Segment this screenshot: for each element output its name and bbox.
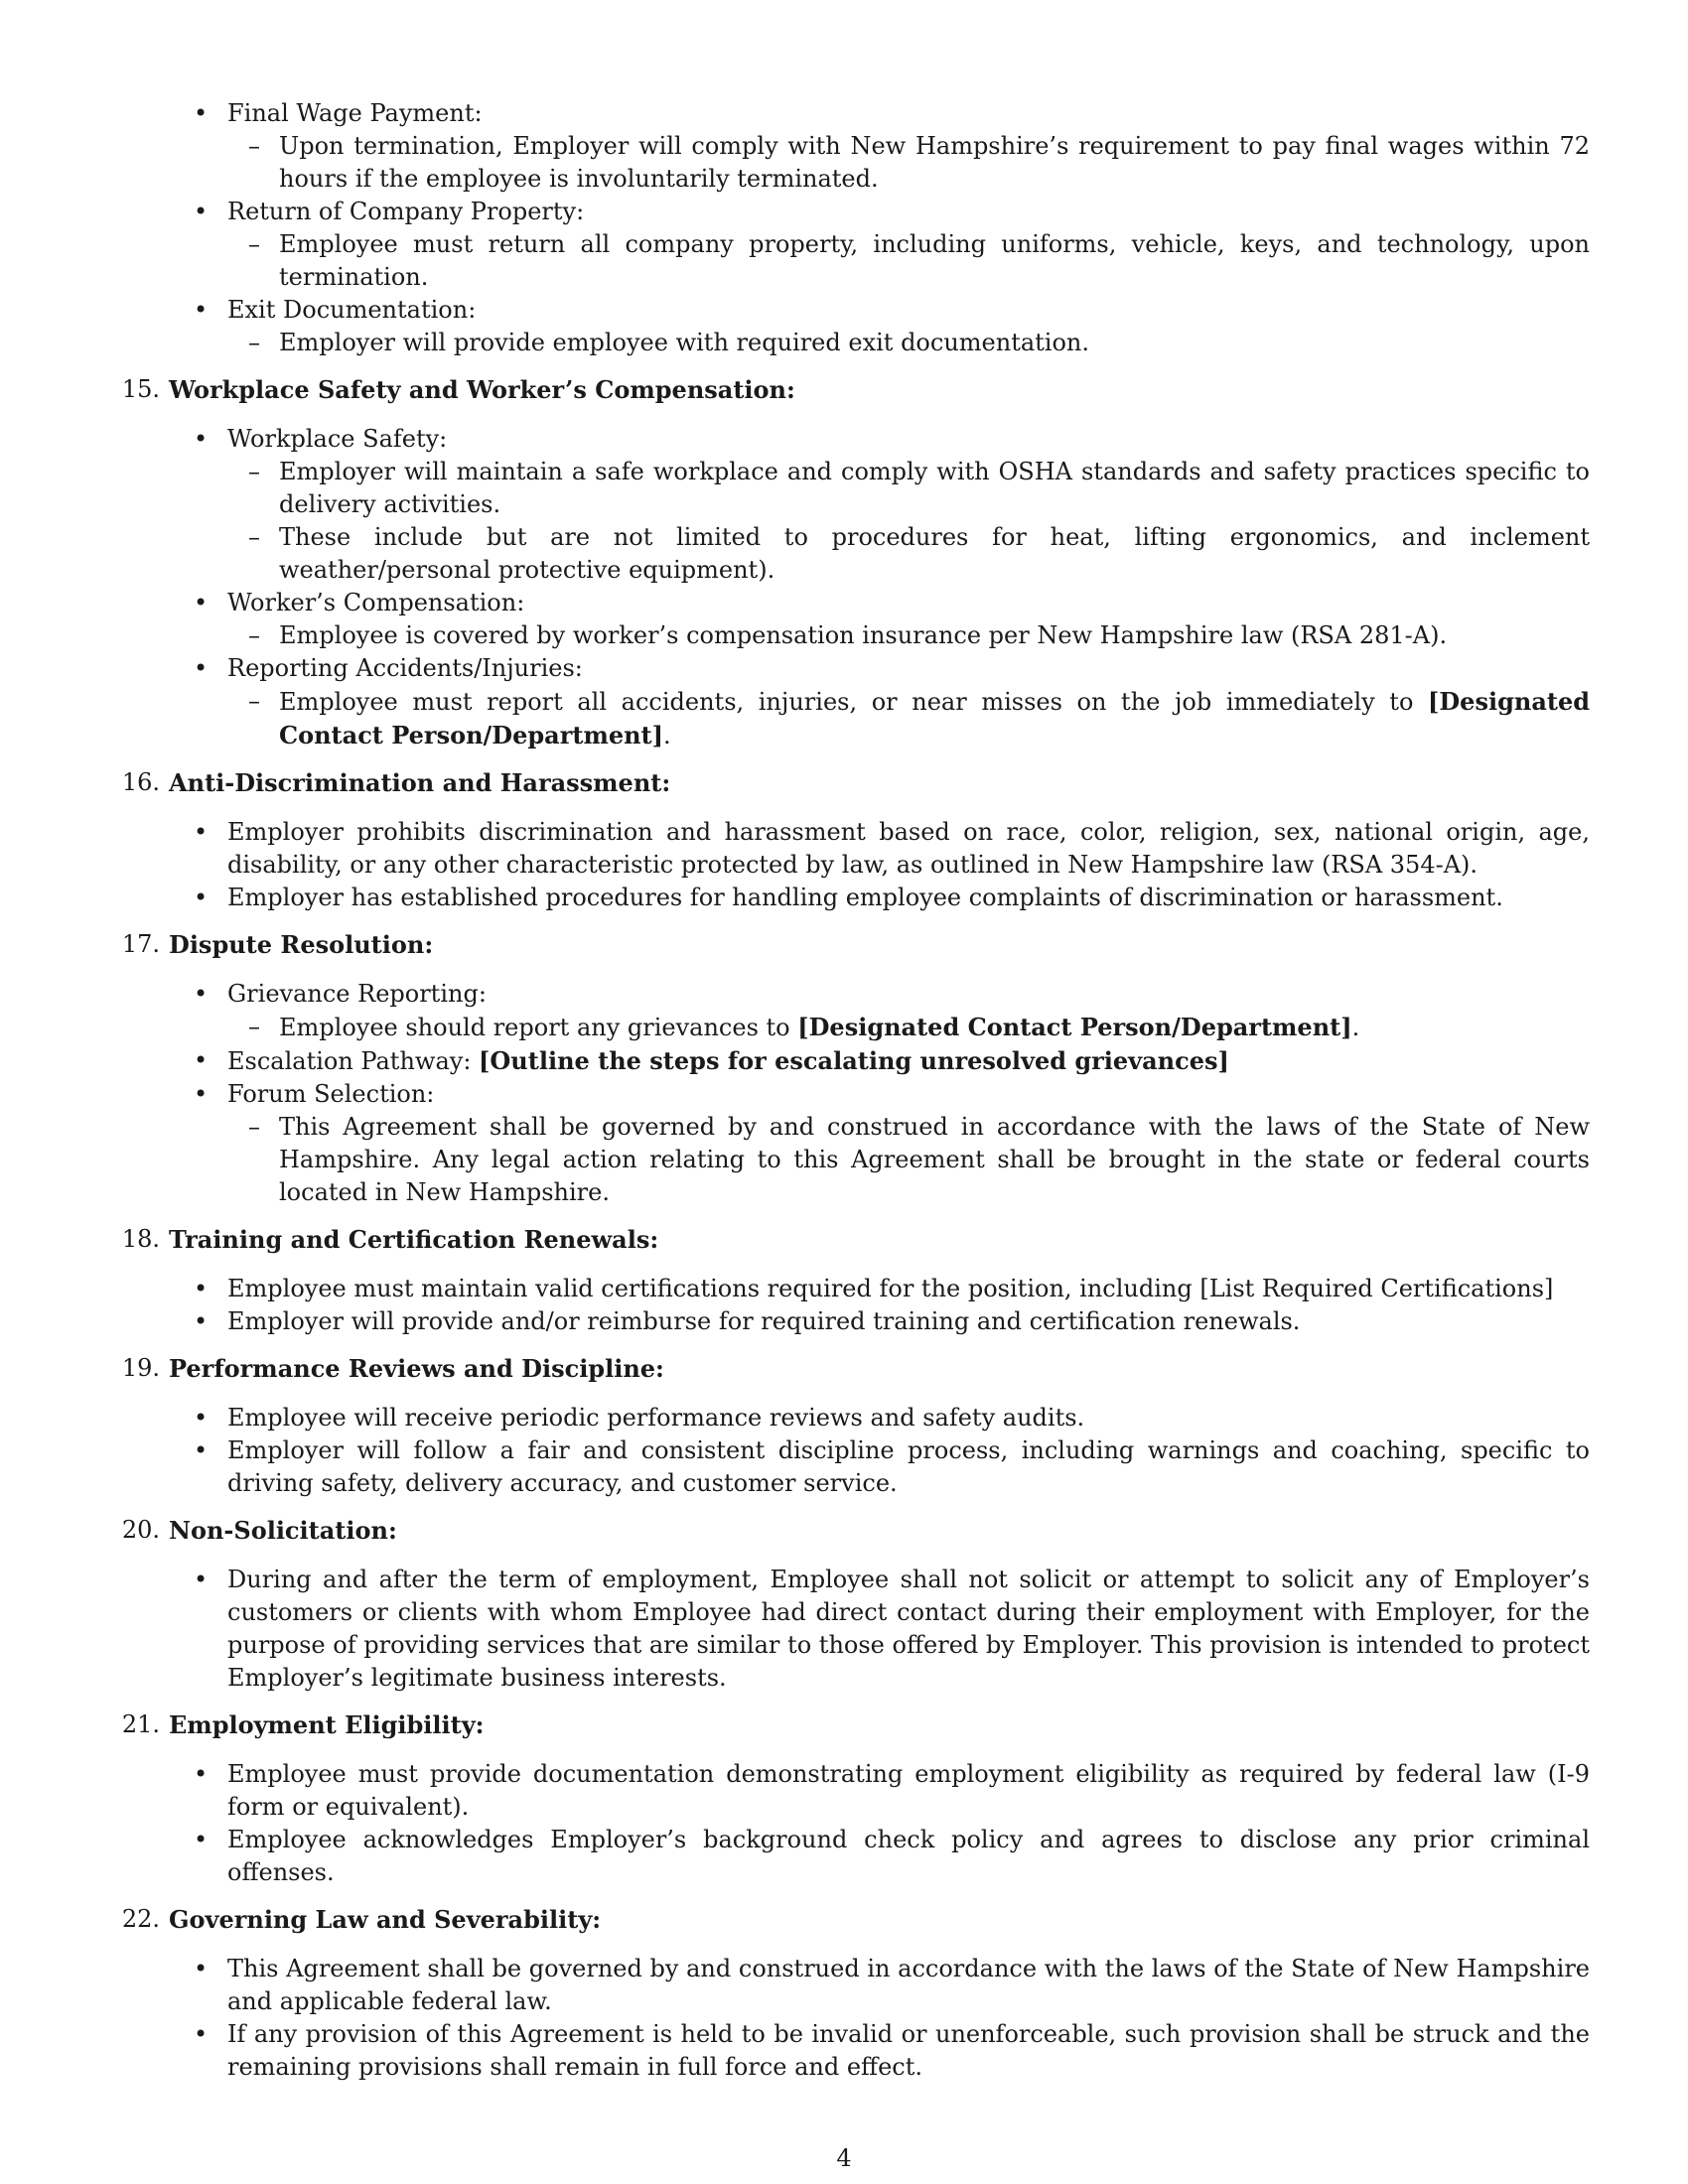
section-heading: 17. Dispute Resolution: bbox=[121, 930, 434, 959]
list-item: • During and after the term of employment, Employee shall not solicit or attempt to solicit any of Employer’s customers or clients with whom Employee had direct contact during their employment with Employer, for the purpose of providing services that are similar to those offered by Employer. This provision is intended to protect Employer’s legitimate business interests. bbox=[194, 1566, 1590, 1692]
section-heading: 16. Anti-Discrimination and Harassment: bbox=[121, 768, 671, 797]
section-heading: 20. Non-Solicitation: bbox=[121, 1516, 397, 1545]
section-heading: 19. Performance Reviews and Discipline: bbox=[121, 1354, 664, 1383]
list-item: • Employer has established procedures for handling employee complaints of discrimination or harassment. bbox=[194, 884, 1503, 911]
list-item: • Employer prohibits discrimination and harassment based on race, color, religion, sex, national origin, age, disability, or any other characteristic protected by law, as outlined in New Hampshire law (RSA 354-A). bbox=[194, 818, 1590, 879]
list-item: • Workplace Safety: bbox=[194, 425, 448, 453]
list-item: • Final Wage Payment: bbox=[194, 99, 483, 127]
list-item: • If any provision of this Agreement is held to be invalid or unenforceable, such provision shall be struck and the remaining provisions shall remain in full force and effect. bbox=[194, 2020, 1590, 2081]
list-item: • Worker’s Compensation: bbox=[194, 589, 525, 616]
list-item: • Forum Selection: bbox=[194, 1080, 435, 1108]
sub-list-item: – Employee should report any grievances to [Designated Contact Person/Department]. bbox=[248, 1013, 1360, 1041]
document-page bbox=[121, 97, 1590, 2084]
list-item: • Exit Documentation: bbox=[194, 296, 477, 324]
sub-list-item: – Employee must report all accidents, injuries, or near misses on the job immediately to [Designated Contact Person/Department]. bbox=[248, 687, 1590, 750]
list-item: • Employee will receive periodic performance reviews and safety audits. bbox=[194, 1404, 1085, 1432]
sub-list-item: – Employer will maintain a safe workplace and comply with OSHA standards and safety practices specific to delivery activities. bbox=[248, 458, 1590, 518]
sub-list-item: – This Agreement shall be governed by and construed in accordance with the laws of the State of New Hampshire. Any legal action relating to this Agreement shall be brought in the state or federal courts located in New Hampshire. bbox=[248, 1113, 1590, 1206]
list-item: • Employee acknowledges Employer’s background check policy and agrees to disclose any prior criminal offenses. bbox=[194, 1826, 1590, 1886]
sub-list-item: – These include but are not limited to procedures for heat, lifting ergonomics, and inclement weather/personal protective equipment). bbox=[248, 523, 1590, 584]
page-number: 4 bbox=[836, 2144, 852, 2172]
list-item: • Reporting Accidents/Injuries: bbox=[194, 654, 583, 682]
sub-list-item: – Employee is covered by worker’s compensation insurance per New Hampshire law (RSA 281-A). bbox=[248, 621, 1448, 649]
list-item: • Return of Company Property: bbox=[194, 198, 585, 225]
section-heading: 15. Workplace Safety and Worker’s Compensation: bbox=[121, 375, 795, 404]
list-item: • Employer will follow a fair and consistent discipline process, including warnings and coaching, specific to driving safety, delivery accuracy, and customer service. bbox=[194, 1436, 1590, 1497]
list-item: • Grievance Reporting: bbox=[194, 980, 487, 1008]
sub-list-item: – Employer will provide employee with required exit documentation. bbox=[248, 329, 1089, 356]
sub-list-item: – Upon termination, Employer will comply with New Hampshire’s requirement to pay final wages within 72 hours if the employee is involuntarily terminated. bbox=[248, 132, 1590, 193]
list-item: • Employee must maintain valid certifications required for the position, including [List Required Certifications] bbox=[194, 1275, 1554, 1302]
list-item: • Employee must provide documentation demonstrating employment eligibility as required by federal law (I-9 form or equivalent). bbox=[194, 1760, 1590, 1821]
section-heading: 18. Training and Certification Renewals: bbox=[121, 1225, 659, 1254]
list-item: • Escalation Pathway: [Outline the steps for escalating unresolved grievances] bbox=[194, 1046, 1229, 1075]
list-item: • Employer will provide and/or reimburse for required training and certification renewals. bbox=[194, 1307, 1301, 1335]
sub-list-item: – Employee must return all company property, including uniforms, vehicle, keys, and technology, upon termination. bbox=[248, 230, 1590, 291]
section-heading: 21. Employment Eligibility: bbox=[121, 1710, 485, 1739]
list-item: • This Agreement shall be governed by and construed in accordance with the laws of the State of New Hampshire and applicable federal law. bbox=[194, 1955, 1590, 2015]
section-heading: 22. Governing Law and Severability: bbox=[121, 1905, 602, 1934]
